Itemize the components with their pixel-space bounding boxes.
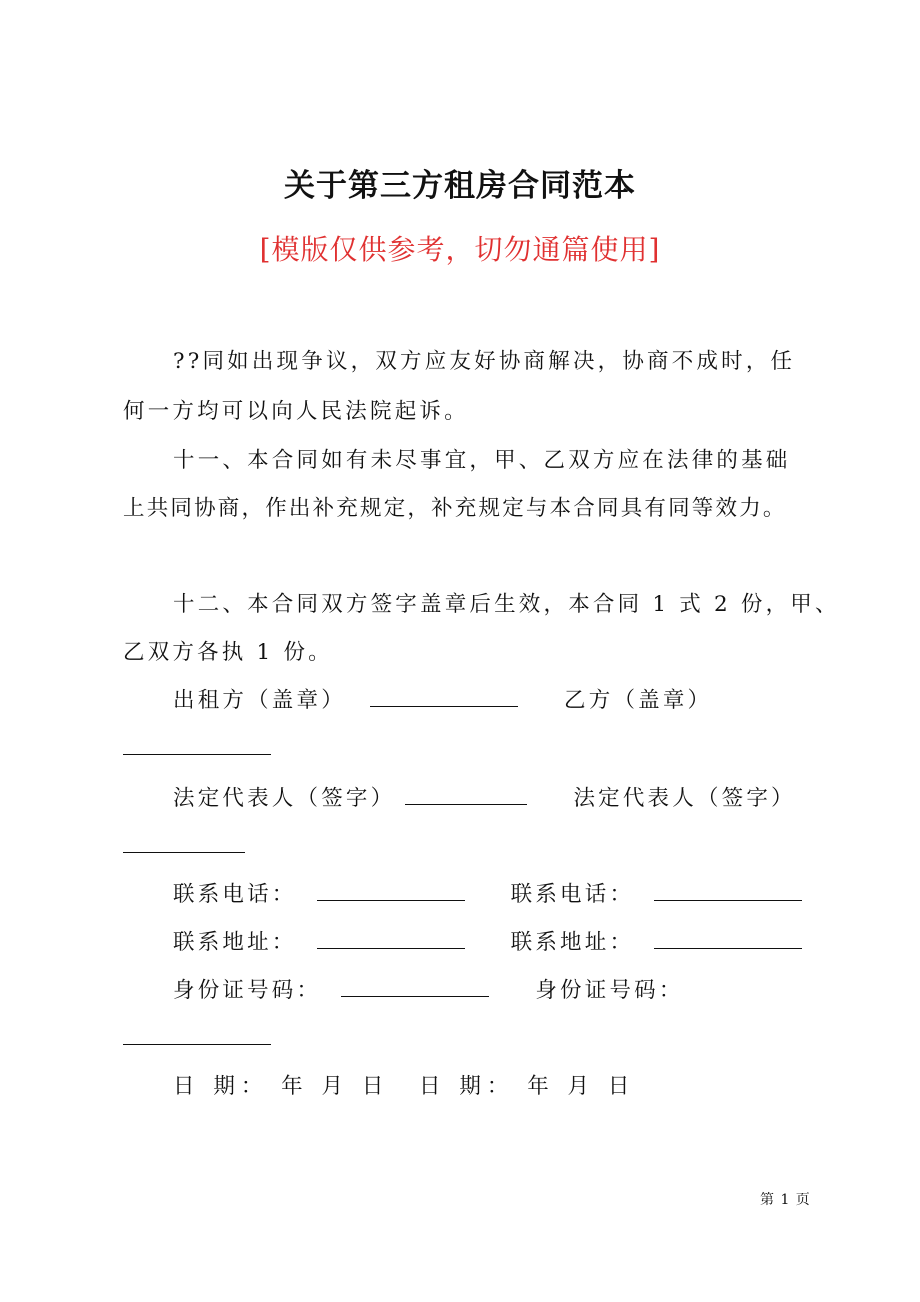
- paragraph-line: 十一、本合同如有未尽事宜，甲、乙双方应在法律的基础: [173, 448, 791, 473]
- legal-rep-b-blank: [123, 834, 245, 853]
- id-b-label: 身份证号码：: [535, 978, 684, 1003]
- signature-row-legal-rep-cont: [123, 832, 245, 862]
- phone-b-blank: [654, 882, 802, 901]
- paragraph-line: 上共同协商，作出补充规定，补充规定与本合同具有同等效力。: [123, 496, 787, 521]
- page-number: 第 1 页: [760, 1192, 811, 1208]
- id-a-label: 身份证号码：: [173, 978, 322, 1003]
- id-b-blank: [123, 1026, 271, 1045]
- signature-row-seal-cont: [123, 734, 271, 764]
- signature-row-seal: [173, 686, 712, 716]
- party-b-seal-blank: [123, 736, 271, 755]
- signature-row-legal-rep: [173, 784, 796, 814]
- phone-b-label: 联系电话：: [510, 882, 635, 907]
- id-a-blank: [341, 978, 489, 997]
- signature-row-phone: [173, 880, 802, 910]
- document-title: 关于第三方租房合同范本: [284, 168, 636, 204]
- date-b: 日 期： 年 月 日: [419, 1074, 636, 1099]
- address-b-label: 联系地址：: [510, 930, 635, 955]
- signature-row-id-cont: [123, 1024, 271, 1054]
- address-a-label: 联系地址：: [173, 930, 297, 955]
- legal-rep-a-label: 法定代表人（签字）: [173, 786, 396, 811]
- signature-row-id: [173, 976, 684, 1006]
- paragraph-line: 乙双方各执 1 份。: [123, 640, 333, 665]
- signature-row-date: [173, 1072, 635, 1102]
- phone-a-blank: [317, 882, 465, 901]
- phone-a-label: 联系电话：: [173, 882, 297, 907]
- signature-row-address: [173, 928, 802, 958]
- party-b-seal-label: 乙方（盖章）: [564, 688, 713, 713]
- legal-rep-b-label: 法定代表人（签字）: [573, 786, 796, 811]
- legal-rep-a-blank: [405, 786, 527, 805]
- document-subtitle: [模版仅供参考，切勿通篇使用]: [259, 233, 661, 266]
- lessor-seal-blank: [370, 688, 518, 707]
- address-b-blank: [654, 930, 802, 949]
- address-a-blank: [317, 930, 465, 949]
- paragraph-line: 何一方均可以向人民法院起诉。: [123, 399, 469, 424]
- paragraph-line: 十二、本合同双方签字盖章后生效，本合同 1 式 2 份，甲、: [173, 592, 840, 617]
- paragraph-line: ??同如出现争议，双方应友好协商解决，协商不成时，任: [173, 349, 796, 374]
- lessor-seal-label: 出租方（盖章）: [173, 688, 346, 713]
- date-a: 日 期： 年 月 日: [173, 1074, 390, 1099]
